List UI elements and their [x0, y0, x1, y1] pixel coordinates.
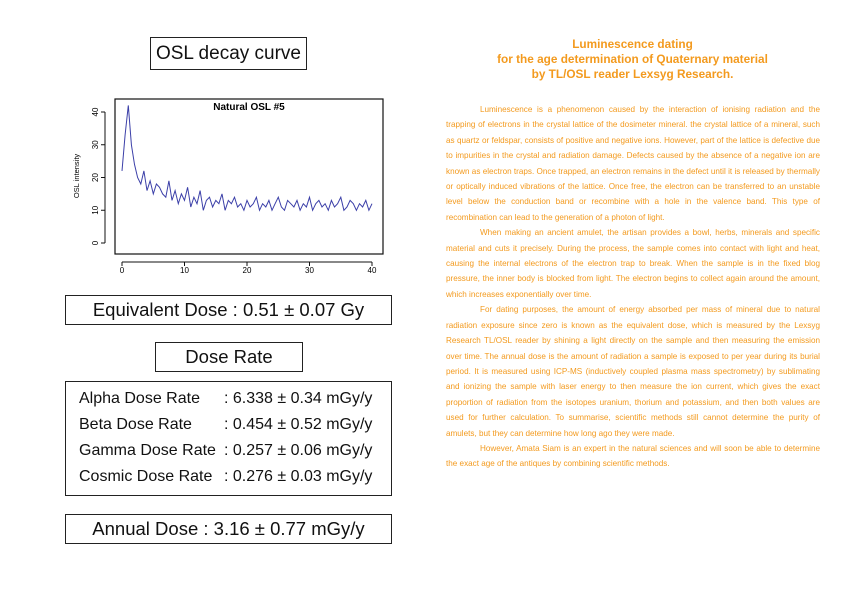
y-axis [91, 107, 105, 245]
article-title-line: Luminescence dating [572, 37, 693, 51]
article-title-line: for the age determination of Quaternary material [497, 52, 768, 66]
article-body [446, 102, 820, 472]
rate-value: : 6.338 ± 0.34 mGy/y [224, 390, 373, 407]
y-axis-label: OSL intensity [72, 153, 81, 199]
x-axis [120, 262, 377, 275]
rate-name: Cosmic Dose Rate [79, 468, 213, 485]
article-paragraph: Luminescence is a phenomenon caused by the interaction of ionising radiation and the trapping of electrons in the crystal lattice of the dosimeter mineral. the crystal lattice of a mineral, such as quartz or feldspar, consists of positive and negative ions. However, part of the lattice is defective due to impurities in the crystal and radiation damage. Defects caused by the absence of a negative ion are known as electron traps. Once trapped, an electron remains in the defect until it is released by thermally or optically induced vibrations of the lattice. Once free, the electron can be transferred to an unstable level below the conduction band or recombine with a hole in the valence band. This type of recombination can lead to the generation of a photon of light. [446, 105, 820, 222]
rate-value: : 0.257 ± 0.06 mGy/y [224, 442, 373, 459]
dose-rate-heading: Dose Rate [155, 342, 303, 372]
dose-rate-row-alpha [79, 387, 391, 411]
y-tick-label: 40 [91, 107, 100, 117]
article-paragraph: For dating purposes, the amount of energy absorbed per mass of mineral due to natural radiation exposure since zero is known as the equivalent dose, which is measured by the Lexsyg Research TL/OSL reader by shining a light directly on the sample and then measuring the emission over time. The annual dose is the amount of radiation a sample is exposed to per year during its burial period. It is measured using ICP-MS (inductively coupled plasma mass spectrometry) by sublimating and ionizing the sample with laser energy to then measure the ion current, which gives the exact proportion of radiation from the isotopes uranium, thorium and potassium, and then both values are used for further calculation. To summarise, scientific methods still cannot determine the purity of amulets, but they can determine how long ago they were made. [446, 305, 820, 438]
y-tick-label: 30 [91, 140, 100, 150]
rate-value: : 0.454 ± 0.52 mGy/y [224, 416, 373, 433]
rate-name: Alpha Dose Rate [79, 390, 200, 407]
x-tick-label: 20 [242, 266, 252, 275]
article-paragraph: When making an ancient amulet, the artisan provides a bowl, herbs, minerals and specific material and cuts it precisely. During the process, the sample comes into contact with light and heat, causing the internal electrons of the electron trap to break. When the sample is in the fixed blog pressure, the inner body is blocked from light. The electron begins to collect again around the amount, which increases exponentially over time. [446, 228, 820, 299]
y-tick-label: 0 [91, 240, 100, 246]
dose-rate-table [65, 381, 392, 496]
dose-rate-row-beta [79, 413, 391, 437]
osl-decay-chart [60, 90, 400, 280]
x-tick-label: 0 [119, 266, 125, 275]
equivalent-dose: Equivalent Dose : 0.51 ± 0.07 Gy [65, 295, 392, 325]
x-tick-label: 10 [180, 266, 189, 275]
x-tick-label: 30 [305, 266, 314, 275]
annual-dose: Annual Dose : 3.16 ± 0.77 mGy/y [65, 514, 392, 544]
rate-name: Gamma Dose Rate [79, 442, 216, 459]
article-title [470, 37, 795, 82]
dose-rate-row-cosmic [79, 465, 391, 489]
article-title-line: by TL/OSL reader Lexsyg Research. [531, 67, 734, 81]
article-paragraph: However, Amata Siam is an expert in the natural sciences and will soon be able to determine the exact age of the antiques by combining scientific methods. [446, 443, 820, 469]
y-tick-label: 20 [91, 173, 100, 182]
dose-rate-row-gamma [79, 439, 391, 463]
x-tick-label: 40 [367, 266, 377, 275]
y-tick-label: 10 [91, 205, 100, 215]
plot-frame [115, 99, 383, 254]
chart-heading: OSL decay curve [150, 37, 307, 70]
rate-name: Beta Dose Rate [79, 416, 192, 433]
chart-title: Natural OSL #5 [213, 102, 285, 113]
rate-value: : 0.276 ± 0.03 mGy/y [224, 468, 373, 485]
